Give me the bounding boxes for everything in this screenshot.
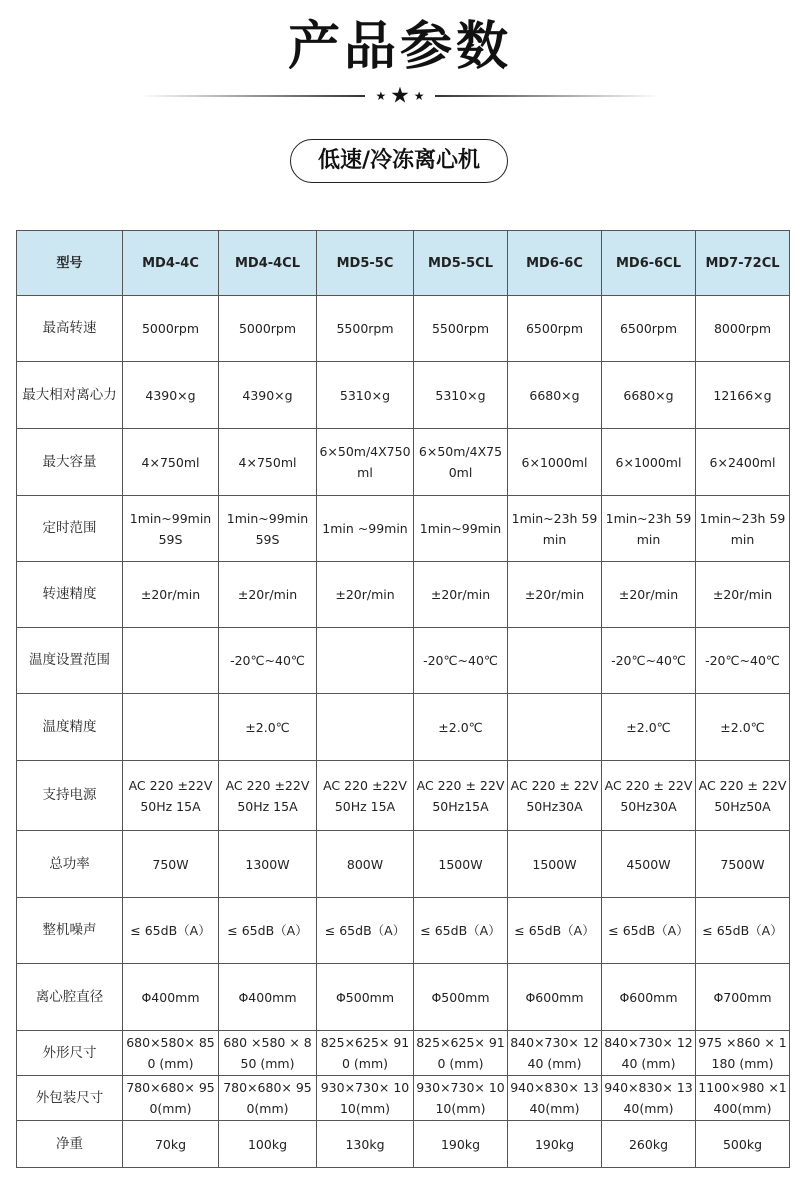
table-cell: 4500W [602, 831, 696, 898]
table-cell: 100kg [219, 1121, 317, 1168]
table-cell: 5310×g [414, 362, 508, 429]
table-row [17, 898, 790, 964]
table-cell: 975 ×860 × 1180 (mm) [696, 1031, 790, 1076]
table-cell [317, 694, 414, 761]
divider-line-right [435, 95, 660, 97]
star-icon: ★ [375, 89, 387, 103]
table-cell: 6500rpm [602, 296, 696, 362]
table-cell: 840×730× 1240 (mm) [508, 1031, 602, 1076]
table-cell: AC 220 ±22V 50Hz 15A [123, 761, 219, 831]
column-header: MD6-6CL [602, 231, 696, 296]
table-cell: ±2.0℃ [696, 694, 790, 761]
column-header: MD6-6C [508, 231, 602, 296]
row-label: 温度精度 [17, 694, 123, 761]
spec-table [16, 230, 790, 1168]
table-cell: 4×750ml [123, 429, 219, 496]
table-cell: Φ500mm [414, 964, 508, 1031]
row-label: 外包装尺寸 [17, 1076, 123, 1121]
table-cell: ±20r/min [123, 562, 219, 628]
table-cell [508, 694, 602, 761]
table-cell: 190kg [508, 1121, 602, 1168]
table-cell: Φ500mm [317, 964, 414, 1031]
divider-stars [365, 84, 435, 109]
table-cell [123, 628, 219, 694]
table-cell: 1min~23h 59min [602, 496, 696, 562]
table-cell: 1min~99min 59S [219, 496, 317, 562]
table-cell: 500kg [696, 1121, 790, 1168]
table-cell: ±20r/min [602, 562, 696, 628]
column-header-model: 型号 [17, 231, 123, 296]
column-header: MD5-5C [317, 231, 414, 296]
column-header: MD5-5CL [414, 231, 508, 296]
table-cell: ≤ 65dB（A） [414, 898, 508, 964]
table-cell: 5000rpm [123, 296, 219, 362]
table-cell: 6×2400ml [696, 429, 790, 496]
table-cell: 260kg [602, 1121, 696, 1168]
table-cell: 5500rpm [414, 296, 508, 362]
table-cell: 6×50m/4X750ml [414, 429, 508, 496]
table-cell: 5500rpm [317, 296, 414, 362]
table-cell: 840×730× 1240 (mm) [602, 1031, 696, 1076]
table-cell: ±20r/min [508, 562, 602, 628]
table-row [17, 831, 790, 898]
table-row [17, 1121, 790, 1168]
table-cell [123, 694, 219, 761]
table-row [17, 496, 790, 562]
column-header: MD4-4CL [219, 231, 317, 296]
table-cell: 12166×g [696, 362, 790, 429]
table-cell: 4390×g [123, 362, 219, 429]
table-cell: 940×830× 1340(mm) [602, 1076, 696, 1121]
table-cell: AC 220 ± 22V50Hz30A [508, 761, 602, 831]
table-row [17, 1076, 790, 1121]
table-cell [317, 628, 414, 694]
table-cell: 825×625× 910 (mm) [317, 1031, 414, 1076]
table-cell: AC 220 ±22V 50Hz 15A [317, 761, 414, 831]
column-header: MD7-72CL [696, 231, 790, 296]
table-row [17, 694, 790, 761]
table-cell: 1100×980 ×1400(mm) [696, 1076, 790, 1121]
table-cell: ≤ 65dB（A） [696, 898, 790, 964]
table-cell: 6680×g [508, 362, 602, 429]
table-cell: Φ600mm [508, 964, 602, 1031]
row-label: 离心腔直径 [17, 964, 123, 1031]
row-label: 转速精度 [17, 562, 123, 628]
table-cell: 930×730× 1010(mm) [414, 1076, 508, 1121]
table-cell: ≤ 65dB（A） [602, 898, 696, 964]
table-cell: 825×625× 910 (mm) [414, 1031, 508, 1076]
row-label: 支持电源 [17, 761, 123, 831]
table-cell: -20℃~40℃ [219, 628, 317, 694]
page-title: 产品参数 [287, 17, 512, 77]
table-row [17, 761, 790, 831]
table-row [17, 628, 790, 694]
row-label: 最大相对离心力 [17, 362, 123, 429]
table-cell: 7500W [696, 831, 790, 898]
row-label: 整机噪声 [17, 898, 123, 964]
row-label: 最高转速 [17, 296, 123, 362]
table-cell: -20℃~40℃ [696, 628, 790, 694]
row-label: 定时范围 [17, 496, 123, 562]
table-cell: 5000rpm [219, 296, 317, 362]
table-cell: 1min~99min [414, 496, 508, 562]
table-header-row [17, 231, 790, 296]
table-cell: Φ400mm [219, 964, 317, 1031]
star-icon: ★ [390, 83, 410, 109]
table-cell: ≤ 65dB（A） [508, 898, 602, 964]
row-label: 最大容量 [17, 429, 123, 496]
table-cell: 1min~23h 59min [696, 496, 790, 562]
table-cell: 800W [317, 831, 414, 898]
row-label: 外形尺寸 [17, 1031, 123, 1076]
table-cell: ±20r/min [317, 562, 414, 628]
table-cell: 1min ~99min [317, 496, 414, 562]
table-cell: ±2.0℃ [414, 694, 508, 761]
table-row [17, 562, 790, 628]
table-cell: 680×580× 850 (mm) [123, 1031, 219, 1076]
table-cell: 1500W [508, 831, 602, 898]
table-cell: 8000rpm [696, 296, 790, 362]
table-cell: ±20r/min [414, 562, 508, 628]
table-row [17, 1031, 790, 1076]
table-cell: 4390×g [219, 362, 317, 429]
table-cell: 1500W [414, 831, 508, 898]
table-cell: ≤ 65dB（A） [219, 898, 317, 964]
table-cell: -20℃~40℃ [414, 628, 508, 694]
table-cell: 70kg [123, 1121, 219, 1168]
table-cell: 750W [123, 831, 219, 898]
table-cell: AC 220 ± 22V50Hz15A [414, 761, 508, 831]
table-cell: ±2.0℃ [602, 694, 696, 761]
table-cell: Φ400mm [123, 964, 219, 1031]
table-cell: ±2.0℃ [219, 694, 317, 761]
row-label: 净重 [17, 1121, 123, 1168]
table-cell: 780×680× 950(mm) [219, 1076, 317, 1121]
table-cell: AC 220 ± 22V50Hz50A [696, 761, 790, 831]
title-divider [140, 84, 660, 108]
table-cell: 190kg [414, 1121, 508, 1168]
table-cell: 6×1000ml [508, 429, 602, 496]
table-cell: Φ600mm [602, 964, 696, 1031]
column-header: MD4-4C [123, 231, 219, 296]
table-cell: ≤ 65dB（A） [123, 898, 219, 964]
table-cell: 4×750ml [219, 429, 317, 496]
table-cell: 6680×g [602, 362, 696, 429]
table-cell: 130kg [317, 1121, 414, 1168]
table-cell: ±20r/min [219, 562, 317, 628]
row-label: 总功率 [17, 831, 123, 898]
table-row [17, 964, 790, 1031]
divider-line-left [140, 95, 365, 97]
table-row [17, 296, 790, 362]
table-cell: -20℃~40℃ [602, 628, 696, 694]
table-cell [508, 628, 602, 694]
table-cell: 5310×g [317, 362, 414, 429]
table-cell: Φ700mm [696, 964, 790, 1031]
table-cell: AC 220 ± 22V50Hz30A [602, 761, 696, 831]
table-cell: 6×50m/4X750ml [317, 429, 414, 496]
table-cell: 780×680× 950(mm) [123, 1076, 219, 1121]
table-row [17, 429, 790, 496]
star-icon: ★ [413, 89, 425, 103]
table-cell: ≤ 65dB（A） [317, 898, 414, 964]
table-cell: 1min~23h 59min [508, 496, 602, 562]
table-row [17, 362, 790, 429]
table-cell: 930×730× 1010(mm) [317, 1076, 414, 1121]
table-cell: 6500rpm [508, 296, 602, 362]
table-cell: 1300W [219, 831, 317, 898]
table-cell: ±20r/min [696, 562, 790, 628]
table-cell: 940×830× 1340(mm) [508, 1076, 602, 1121]
table-cell: 680 ×580 × 850 (mm) [219, 1031, 317, 1076]
table-cell: 6×1000ml [602, 429, 696, 496]
table-cell: 1min~99min 59S [123, 496, 219, 562]
table-cell: AC 220 ±22V 50Hz 15A [219, 761, 317, 831]
category-badge: 低速/冷冻离心机 [290, 139, 508, 183]
row-label: 温度设置范围 [17, 628, 123, 694]
